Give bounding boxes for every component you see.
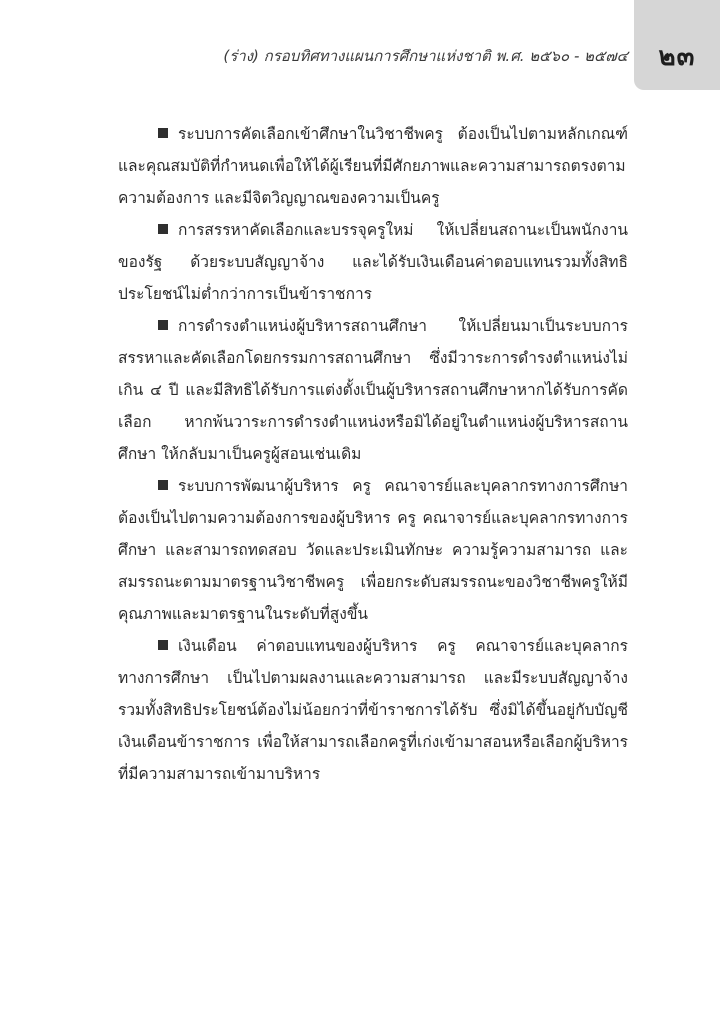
square-bullet-icon (158, 128, 168, 138)
paragraph-3 (118, 310, 628, 470)
paragraph-5 (118, 630, 628, 790)
page-header (0, 0, 720, 100)
square-bullet-icon (158, 224, 168, 234)
paragraph-1 (118, 118, 628, 214)
paragraph-text: การดำรงตำแหน่งผู้บริหารสถานศึกษา ให้เปลี่ยนมาเป็นระบบการสรรหาและคัดเลือกโดยกรรมการสถานศึกษา ซึ่งมีวาระการดำรงตำแหน่งไม่เกิน ๔ ปี และมีสิทธิได้รับการแต่งตั้งเป็นผู้บริหารสถานศึกษาหากได้รับการคัดเลือก หากพ้นวาระการดำรงตำแหน่งหรือมิได้อยู่ในตำแหน่งผู้บริหารสถานศึกษา ให้กลับมาเป็นครูผู้สอนเช่นเดิม (118, 317, 628, 463)
page-number-tab (634, 0, 720, 90)
paragraph-text: ระบบการพัฒนาผู้บริหาร ครู คณาจารย์และบุคลากรทางการศึกษา ต้องเป็นไปตามความต้องการของผู้บริหาร ครู คณาจารย์และบุคลากรทางการศึกษา และสามารถทดสอบ วัดและประเมินทักษะ ความรู้ความสามารถ และสมรรถนะตามมาตรฐานวิชาชีพครู เพื่อยกระดับสมรรถนะของวิชาชีพครูให้มีคุณภาพและมาตรฐานในระดับที่สูงขึ้น (118, 477, 628, 623)
paragraph-2 (118, 214, 628, 310)
running-header-title: (ร่าง) กรอบทิศทางแผนการศึกษาแห่งชาติ พ.ศ. ๒๕๖๐ - ๒๕๗๔ (223, 47, 628, 65)
square-bullet-icon (158, 640, 168, 650)
square-bullet-icon (158, 320, 168, 330)
body-text (118, 118, 628, 790)
paragraph-text: ระบบการคัดเลือกเข้าศึกษาในวิชาชีพครู ต้องเป็นไปตามหลักเกณฑ์และคุณสมบัติที่กำหนดเพื่อให้ได้ผู้เรียนที่มีศักยภาพและความสามารถตรงตามความต้องการ และมีจิตวิญญาณของความเป็นครู (118, 125, 628, 207)
paragraph-4 (118, 470, 628, 630)
page-number: ๒๓ (658, 42, 696, 72)
paragraph-text: เงินเดือน ค่าตอบแทนของผู้บริหาร ครู คณาจารย์และบุคลากรทางการศึกษา เป็นไปตามผลงานและความสามารถ และมีระบบสัญญาจ้าง รวมทั้งสิทธิประโยชน์ต้องไม่น้อยกว่าที่ข้าราชการได้รับ ซึ่งมิได้ขึ้นอยู่กับบัญชีเงินเดือนข้าราชการ เพื่อให้สามารถเลือกครูที่เก่งเข้ามาสอนหรือเลือกผู้บริหารที่มีความสามารถเข้ามาบริหาร (118, 637, 628, 783)
square-bullet-icon (158, 480, 168, 490)
paragraph-text: การสรรหาคัดเลือกและบรรจุครูใหม่ ให้เปลี่ยนสถานะเป็นพนักงานของรัฐ ด้วยระบบสัญญาจ้าง และได้รับเงินเดือนค่าตอบแทนรวมทั้งสิทธิประโยชน์ไม่ต่ำกว่าการเป็นข้าราชการ (118, 221, 628, 303)
